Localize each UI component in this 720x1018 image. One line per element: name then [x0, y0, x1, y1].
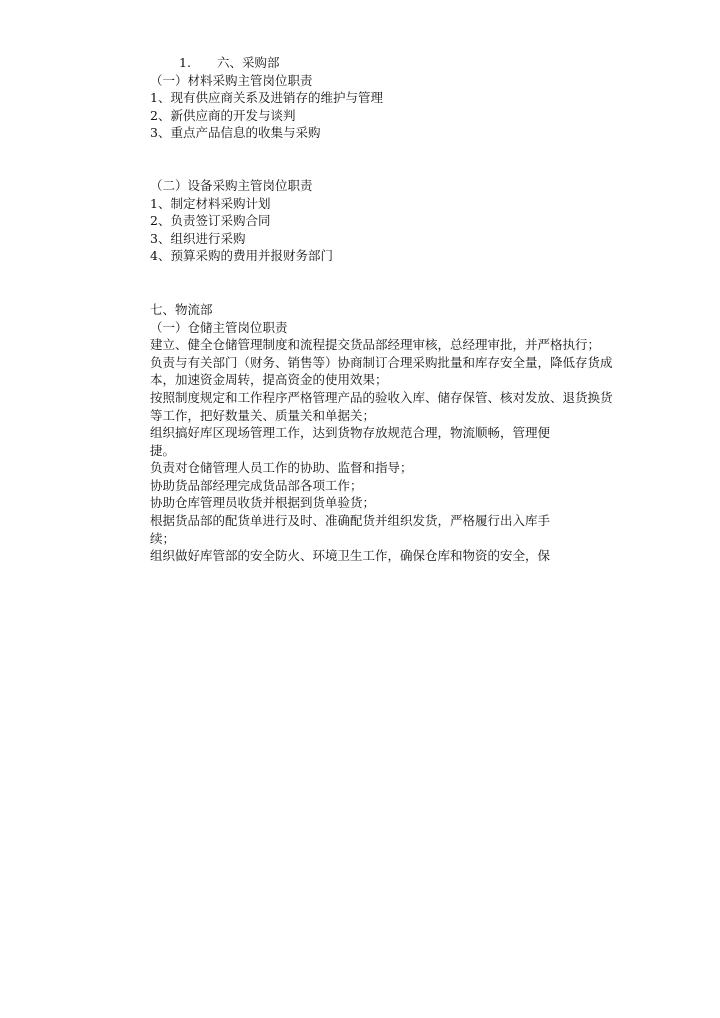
- section-7-body-line: 负责与有关部门（财务、销售等）协商制订合理采购批量和库存安全量，降低存货成: [150, 354, 613, 370]
- document-body: [150, 54, 665, 565]
- section-7-body-line: 等工作，把好数量关、质量关和单据关；: [150, 407, 376, 423]
- section-6-sub1-item: 2、新供应商的开发与谈判: [150, 107, 296, 123]
- section-7-body-line: 根据货品部的配货单进行及时、准确配货并组织发货，严格履行出入库手: [150, 513, 551, 529]
- section-6-sub2-item: 4、预算采购的费用并报财务部门: [150, 248, 333, 264]
- section-6-sub1-item: 1、现有供应商关系及进销存的维护与管理: [150, 90, 383, 106]
- section-7-body-line: 协助仓库管理员收货并根据到货单验货；: [150, 495, 376, 511]
- section-7-body-line: 负责对仓储管理人员工作的协助、监督和指导；: [150, 460, 413, 476]
- section-7-body-line: 本，加速资金周转，提高资金的使用效果；: [150, 372, 388, 388]
- section-7-body-line: 组织搞好库区现场管理工作，达到货物存放规范合理，物流顺畅，管理便: [150, 425, 551, 441]
- section-7-body-line: 组织做好库管部的安全防火、环境卫生工作，确保仓库和物资的安全，保: [150, 548, 551, 564]
- section-7-title: 七、物流部: [150, 301, 213, 317]
- section-6-sub2-item: 2、负责签订采购合同: [150, 213, 271, 229]
- section-6-sub1-item: 3、重点产品信息的收集与采购: [150, 125, 321, 141]
- section-7-body-line: 按照制度规定和工作程序严格管理产品的验收入库、储存保管、核对发放、退货换货: [150, 389, 613, 405]
- section-6-heading: [150, 54, 665, 72]
- section-7-body-line: 捷。: [150, 442, 176, 458]
- section-6-title: 六、采购部: [217, 55, 280, 70]
- section-6-sub2-item: 1、制定材料采购计划: [150, 195, 271, 211]
- section-6-sub2-title: （二）设备采购主管岗位职责: [150, 177, 313, 193]
- paragraph-gap: [150, 142, 665, 177]
- section-7-body-line: 建立、健全仓储管理制度和流程提交货品部经理审核，总经理审批，并严格执行；: [150, 337, 601, 353]
- section-7-body-line: 续；: [150, 530, 176, 546]
- section-6-number: 1.: [179, 55, 191, 70]
- section-7-body-line: 协助货品部经理完成货品部各项工作；: [150, 477, 363, 493]
- paragraph-gap: [150, 265, 665, 301]
- section-6-sub2-item: 3、组织进行采购: [150, 230, 246, 246]
- section-6-sub1-title: （一）材料采购主管岗位职责: [150, 72, 313, 88]
- section-7-sub1-title: （一）仓储主管岗位职责: [150, 319, 288, 335]
